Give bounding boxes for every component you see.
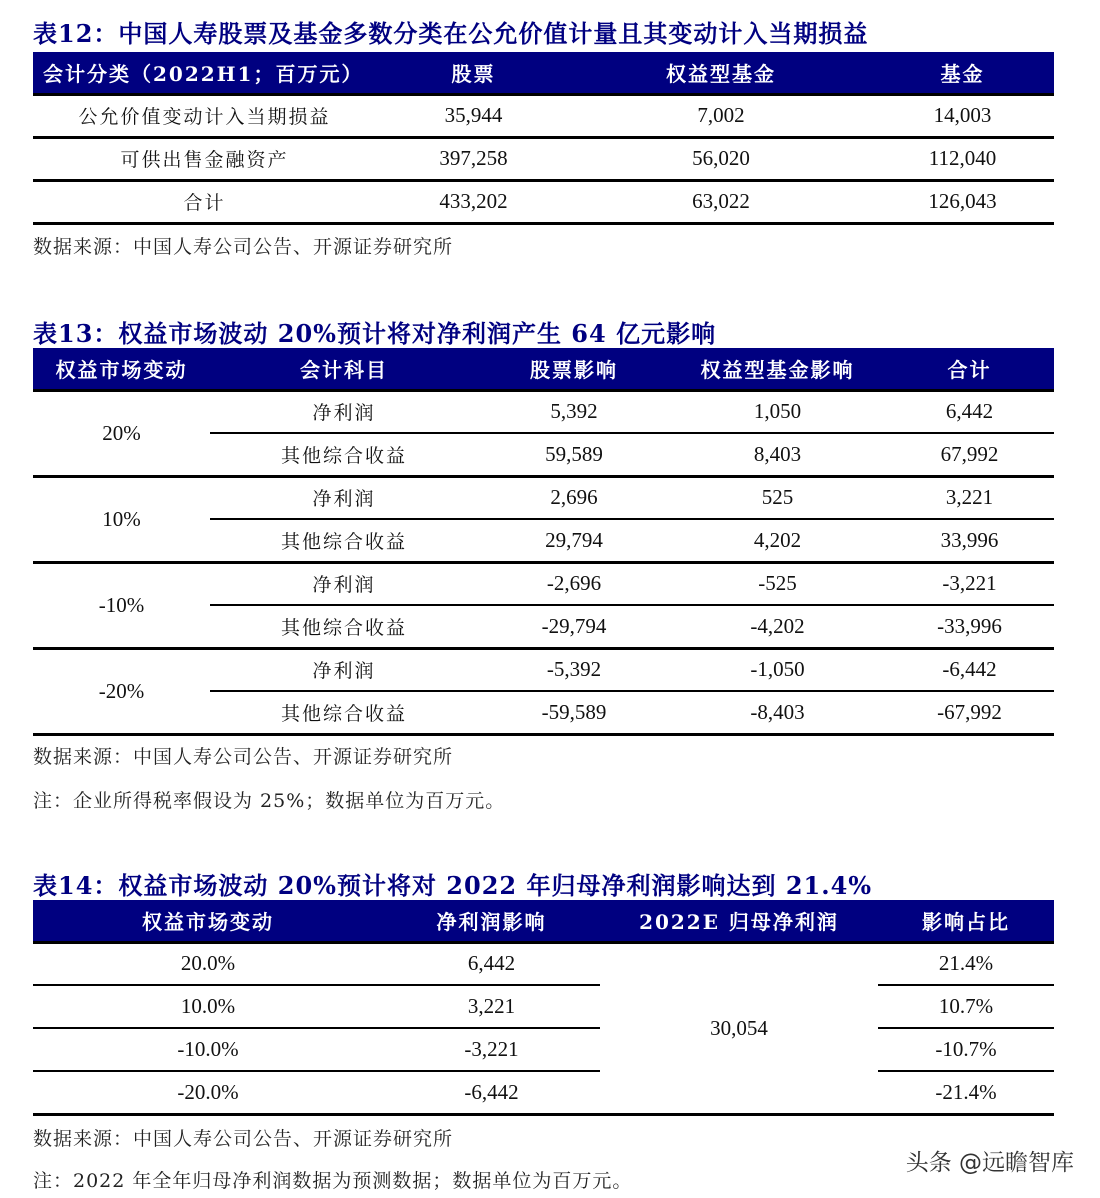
cell: 63,022 (571, 180, 871, 223)
net-profit-impact: -6,442 (383, 1071, 600, 1114)
table-row (33, 180, 1054, 223)
account-item: 净利润 (210, 476, 478, 519)
cell: 33,996 (885, 519, 1054, 562)
cell: 6,442 (885, 390, 1054, 433)
table12-source: 数据来源：中国人寿公司公告、开源证券研究所 (33, 236, 454, 258)
table12-header-row (33, 52, 1054, 94)
cell: 7,002 (571, 94, 871, 137)
row-label: 可供出售金融资产 (33, 137, 376, 180)
market-change: -10% (33, 562, 210, 648)
market-change: 10% (33, 476, 210, 562)
account-item: 其他综合收益 (210, 691, 478, 734)
account-item: 其他综合收益 (210, 605, 478, 648)
account-item: 其他综合收益 (210, 433, 478, 476)
table-row (33, 390, 1054, 433)
account-item: 净利润 (210, 648, 478, 691)
cell: -8,403 (670, 691, 885, 734)
impact-ratio: 10.7% (878, 985, 1054, 1028)
table12-header: 股票 (376, 52, 571, 94)
cell: 2,696 (478, 476, 670, 519)
table13-note: 注：企业所得税率假设为 25%；数据单位为百万元。 (33, 790, 506, 812)
row-label: 合计 (33, 180, 376, 223)
impact-ratio: 21.4% (878, 942, 1054, 985)
table-row (33, 942, 1054, 985)
cell: -2,696 (478, 562, 670, 605)
table13-source: 数据来源：中国人寿公司公告、开源证券研究所 (33, 746, 454, 768)
table14-header: 影响占比 (878, 900, 1054, 942)
table12-header: 会计分类（2022H1；百万元） (33, 52, 376, 94)
table12-title: 表12：中国人寿股票及基金多数分类在公允价值计量且其变动计入当期损益 (33, 19, 869, 48)
table13-header: 合计 (885, 348, 1054, 390)
table13-header-row (33, 348, 1054, 390)
table12 (33, 52, 1054, 225)
cell: 67,992 (885, 433, 1054, 476)
table-row (33, 1071, 1054, 1114)
cell: -4,202 (670, 605, 885, 648)
table14-title: 表14：权益市场波动 20%预计将对 2022 年归母净利润影响达到 21.4% (33, 871, 873, 900)
table14-note: 注：2022 年全年归母净利润数据为预测数据；数据单位为百万元。 (33, 1170, 633, 1192)
cell: 525 (670, 476, 885, 519)
account-item: 净利润 (210, 562, 478, 605)
cell: -3,221 (885, 562, 1054, 605)
table-row (33, 648, 1054, 691)
cell: -59,589 (478, 691, 670, 734)
net-profit-impact: 3,221 (383, 985, 600, 1028)
cell: 59,589 (478, 433, 670, 476)
net-profit-impact: -3,221 (383, 1028, 600, 1071)
table-row (33, 1028, 1054, 1071)
market-change: 20% (33, 390, 210, 476)
market-change: 10.0% (33, 985, 383, 1028)
net-profit-impact: 6,442 (383, 942, 600, 985)
cell: -29,794 (478, 605, 670, 648)
cell: 35,944 (376, 94, 571, 137)
watermark: 头条 @远瞻智库 (905, 1150, 1074, 1176)
market-change: 20.0% (33, 942, 383, 985)
cell: 112,040 (871, 137, 1054, 180)
cell: 56,020 (571, 137, 871, 180)
table13-header: 权益市场变动 (33, 348, 210, 390)
cell: 3,221 (885, 476, 1054, 519)
cell: 29,794 (478, 519, 670, 562)
cell: 1,050 (670, 390, 885, 433)
cell: -33,996 (885, 605, 1054, 648)
impact-ratio: -10.7% (878, 1028, 1054, 1071)
market-change: -10.0% (33, 1028, 383, 1071)
cell: -1,050 (670, 648, 885, 691)
table12-header: 权益型基金 (571, 52, 871, 94)
cell: -525 (670, 562, 885, 605)
table-row (33, 94, 1054, 137)
table13-header: 权益型基金影响 (670, 348, 885, 390)
cell: 8,403 (670, 433, 885, 476)
market-change: -20.0% (33, 1071, 383, 1114)
table-row (33, 985, 1054, 1028)
cell: 14,003 (871, 94, 1054, 137)
table14-source: 数据来源：中国人寿公司公告、开源证券研究所 (33, 1128, 454, 1150)
table-row (33, 137, 1054, 180)
table13-header: 股票影响 (478, 348, 670, 390)
row-label: 公允价值变动计入当期损益 (33, 94, 376, 137)
table13-header: 会计科目 (210, 348, 478, 390)
cell: -5,392 (478, 648, 670, 691)
table14-header: 净利润影响 (383, 900, 600, 942)
table13 (33, 348, 1054, 736)
table-row (33, 476, 1054, 519)
cell: 126,043 (871, 180, 1054, 223)
cell: 4,202 (670, 519, 885, 562)
cell: 397,258 (376, 137, 571, 180)
cell: 5,392 (478, 390, 670, 433)
table14-header: 权益市场变动 (33, 900, 383, 942)
impact-ratio: -21.4% (878, 1071, 1054, 1114)
cell: -6,442 (885, 648, 1054, 691)
cell: -67,992 (885, 691, 1054, 734)
cell: 433,202 (376, 180, 571, 223)
table14-header: 2022E 归母净利润 (600, 900, 878, 942)
account-item: 净利润 (210, 390, 478, 433)
net-profit-2022e: 30,054 (600, 942, 878, 1114)
market-change: -20% (33, 648, 210, 734)
table13-title: 表13：权益市场波动 20%预计将对净利润产生 64 亿元影响 (33, 319, 717, 348)
account-item: 其他综合收益 (210, 519, 478, 562)
table14-header-row (33, 900, 1054, 942)
table-row (33, 562, 1054, 605)
table14 (33, 900, 1054, 1116)
table12-header: 基金 (871, 52, 1054, 94)
